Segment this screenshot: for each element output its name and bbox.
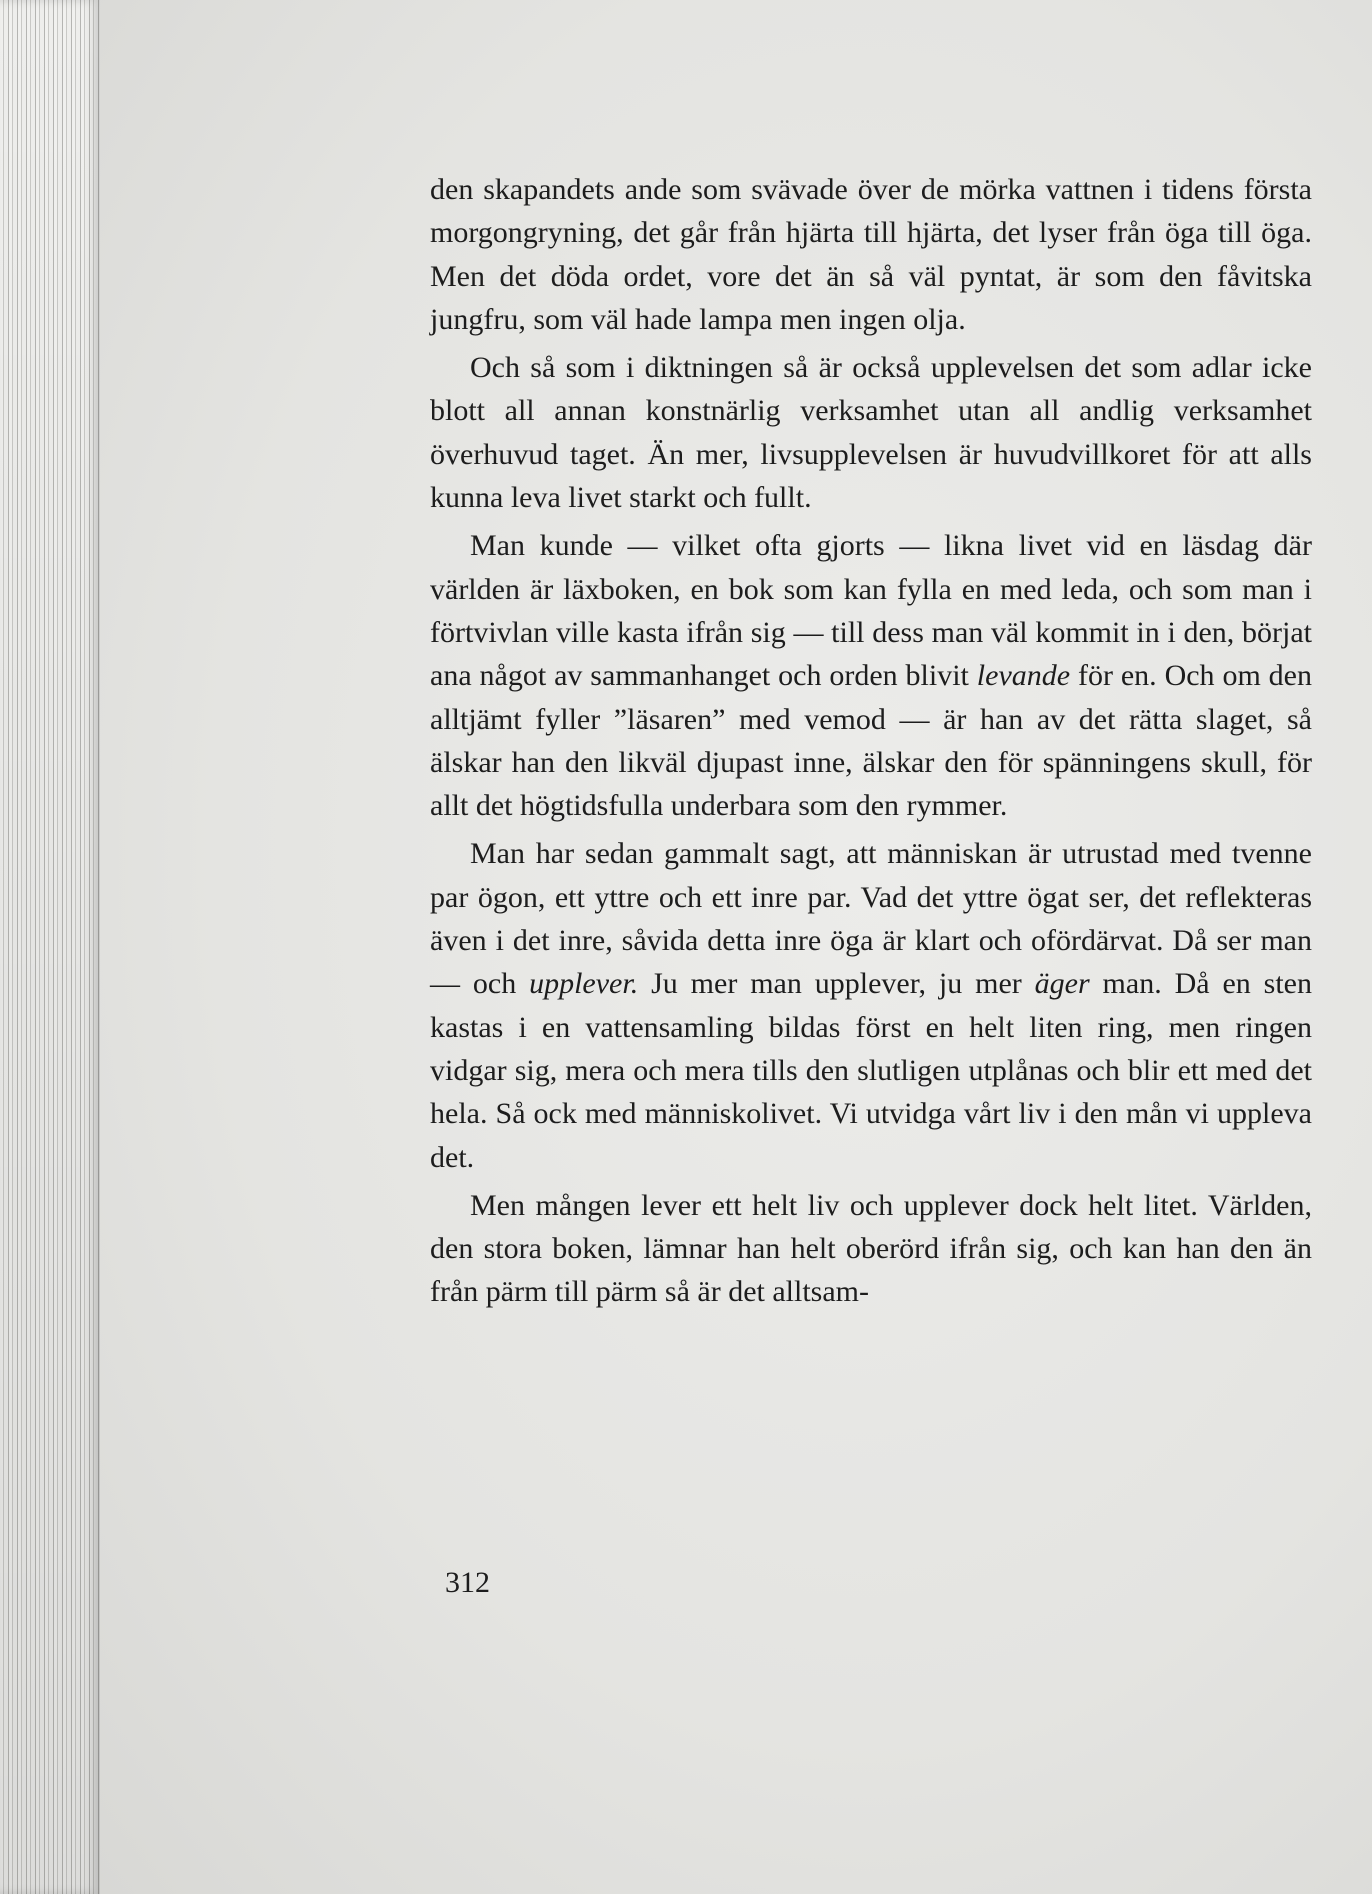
paragraph-4-italic-ager: äger (1034, 967, 1090, 1001)
paragraph-1: den skapandets ande som svävade över de mörka vattnen i tidens första morgongryning, det går från hjärta till hjärta, det lyser från öga till öga. Men det döda ordet, vore det än så väl pyntat, är som den fåvitska jungfru, som väl hade lampa men ingen olja. (430, 173, 1312, 336)
paragraph-3-italic-levande: levande (976, 659, 1071, 693)
page-number: 312 (445, 1566, 490, 1599)
paragraph-4-italic-upplever: upplever. (529, 967, 639, 1001)
paragraph-2: Och så som i diktningen så är också upplevelsen det som adlar icke blott all annan konstnärlig verksamhet utan all andlig verksamhet överhuvud taget. Än mer, livsupplevelsen är huvudvillkoret för att alls kunna leva livet starkt och fullt. (430, 351, 1312, 515)
paragraph-5: Men mången lever ett helt liv och upplever dock helt litet. Världen, den stora boken, lämnar han helt oberörd ifrån sig, och kan han den än från pärm till pärm så är det alltsam- (430, 1188, 1312, 1309)
paragraph-3 (430, 524, 1312, 827)
paragraph-4 (430, 832, 1312, 1178)
book-page (100, 0, 1372, 1894)
paragraph-4-text-middle: Ju mer man upplever, ju mer (638, 967, 1035, 1001)
paragraph-4-text-after: man. Då en sten kastas i en vattensamling bildas först en helt liten ring, men ringen vidgar sig, mera och mera tills den slutligen utplånas och blir ett med det hela. Så ock med människolivet. Vi utvidga vårt liv i den mån vi uppleva det. (430, 967, 1312, 1174)
paragraph-4-text-before: Man har sedan gammalt sagt, att människan är utrustad med tvenne par ögon, ett yttre och ett inre par. Vad det yttre ögat ser, det reflekteras även i det inre, såvida detta inre öga är klart och ofördärvat. Då ser man — och (430, 837, 1312, 1001)
paragraph-3-text-before: Man kunde — vilket ofta gjorts — likna livet vid en läsdag där världen är läxboken, en bok som kan fylla en med leda, och som man i förtvivlan ville kasta ifrån sig — till dess man väl kommit in i den, börjat ana något av sammanhanget och orden blivit (430, 529, 1312, 693)
body-text (430, 168, 1312, 1314)
book-page-edges (0, 0, 100, 1894)
paragraph-3-text-after: för en. Och om den alltjämt fyller ”läsaren” med vemod — är han av det rätta slaget, så älskar han den likväl djupast inne, älskar den för spänningens skull, för allt det högtidsfulla underbara som den rymmer. (430, 659, 1312, 823)
